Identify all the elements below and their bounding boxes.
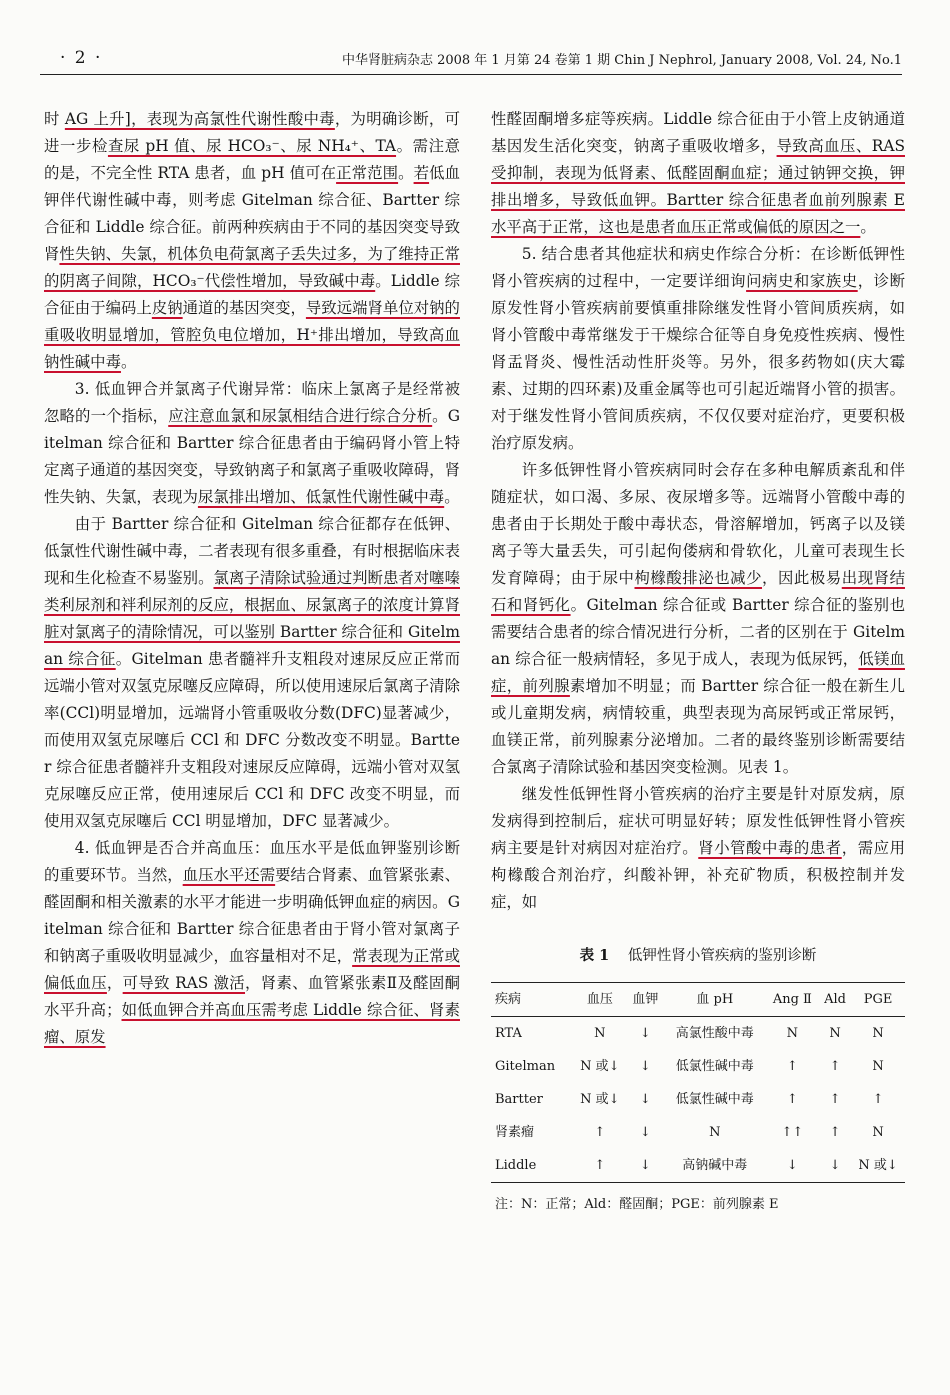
table-cell: N (872, 1125, 884, 1140)
table-cell: N 或↓ (580, 1059, 620, 1074)
table-cell: Bartter (495, 1092, 543, 1107)
journal-citation: 中华肾脏病杂志 2008 年 1 月第 24 卷第 1 期 Chin J Nephrol, January 2008, Vol. 24, No.1 (341, 53, 902, 68)
highlighted-text: 枸橼酸排泌也减少 (634, 569, 763, 587)
table-cell: ↓ (786, 1158, 798, 1173)
table-label: 表 1 (579, 947, 610, 964)
highlighted-text: 血压水平还需 (182, 866, 276, 884)
table-row (491, 1149, 905, 1183)
table-cell: ↓ (829, 1158, 841, 1173)
header-rule (40, 74, 902, 75)
table-cell: 高钠碱中毒 (682, 1158, 748, 1173)
highlighted-text: 尿氯排出增加、低氯性代谢性碱中毒 (197, 488, 445, 506)
text-run: 时 (44, 110, 65, 128)
text-run: ，需应用枸橼酸合剂治疗，纠酸补钾，补充矿物质，积极控制并发症，如 (491, 839, 905, 911)
text-run: 。 (120, 353, 137, 371)
table-row (491, 1083, 905, 1116)
table-cell: ↑ (594, 1125, 606, 1140)
table-cell: Liddle (495, 1158, 537, 1173)
text-run: 。Gitelman 综合征或 Bartter 综合征的鉴别也需要结合患者的综合情况进行分析，二者的区别在于 Gitelman 综合征一般病情轻，多见于成人，表现为低尿钙， (491, 596, 905, 668)
text-run: 要结合肾素、血管紧张素、醛固酮和相关激素的水平才能进一步明确低钾血症的病因。Gitelman 综合征和 Bartter 综合征患者由于肾小管对氯离子和钠离子重吸收明显减少，血容量相对不足， (44, 866, 460, 965)
text-run: ，肾素、血管紧张素Ⅱ及醛固酮水平升高； (44, 974, 460, 1019)
highlighted-text: 导致高血压、RAS 受抑制，表现为低肾素、低醛固酮血症；通过钠钾交换，钾排出增多，导致低血钾。Bartter 综合征患者血前列腺素 E 水平高于正常，这也是患者血压正常或偏低的原因之一 (491, 137, 905, 236)
table-title: 低钾性肾小管疾病的鉴别诊断 (627, 948, 817, 964)
text-run: 由于 Bartter 综合征和 Gitelman 综合征都存在低钾、低氯性代谢性碱中毒，二者表现有很多重叠，有时根据临床表现和生化检查不易鉴别。 (44, 515, 460, 587)
highlighted-text: 若 (413, 164, 430, 182)
table-cell: ↑ (786, 1092, 798, 1107)
table-1 (491, 942, 905, 1218)
text-run: 5. 结合患者其他症状和病史作综合分析：在诊断低钾性肾小管疾病的过程中，一定要详细询 (491, 245, 905, 290)
highlighted-text: 可导致 RAS 激活 (122, 974, 246, 992)
table-cell: Gitelman (495, 1059, 556, 1074)
highlighted-text: 常表现为正常或偏低血压 (44, 947, 460, 992)
highlighted-text: 问病史和家族史 (746, 272, 858, 290)
highlighted-text: 导致远端肾单位对钠的重吸收明显增加，管腔负电位增加，H⁺排出增加，导致高血钠性碱中毒 (44, 299, 460, 371)
highlighted-text: 正常范围 (336, 164, 399, 182)
table-cell: ↑ (872, 1092, 884, 1107)
highlighted-text: 氯离子清除试验通过判断患者对噻嗪类利尿剂和袢利尿剂的反应，根据血、尿氯离子的浓度计算肾脏对氯离子的清除情况，可以鉴别 Bartter 综合征和 Gitelman 综合征 (44, 569, 460, 668)
highlighted-text: AG 上升]，表现为高氯性代谢性酸中毒 (64, 110, 335, 128)
text-run: 性醛固酮增多症等疾病。Liddle 综合征由于小管上皮钠通道基因发生活化突变，钠离子重吸收增多， (491, 110, 905, 155)
paragraph (491, 106, 905, 241)
table-header-cell: 疾病 (491, 983, 573, 1017)
table-cell: N 或↓ (858, 1158, 898, 1173)
highlighted-text: 如低血钾合并高血压需考虑 Liddle 综合征、肾素瘤、原发 (44, 1001, 460, 1046)
table-cell: ↑ (829, 1125, 841, 1140)
text-run: 。需注意的是，不完全性 RTA 患者，血 pH 值可在 (44, 137, 460, 182)
table-header-cell: 血 pH (664, 983, 766, 1017)
table-cell: N 或↓ (580, 1092, 620, 1107)
table-cell: RTA (495, 1026, 522, 1041)
paragraph (491, 781, 905, 916)
table-cell: ↓ (639, 1059, 651, 1074)
text-run: 。Gitelman 综合征和 Bartter 综合征患者由于编码肾小管上特定离子通道的基因突变，导致钠离子和氯离子重吸收障碍，肾性失钠、失氯，表现为 (44, 407, 460, 506)
highlighted-text: 肾小管酸中毒的患者 (698, 839, 842, 857)
table-cell: 肾素瘤 (495, 1125, 535, 1140)
table-cell: ↑↑ (781, 1125, 804, 1140)
highlighted-text: 应注意血氯和尿氯相结合进行综合分析 (168, 407, 433, 425)
table-header-cell: 血压 (573, 983, 627, 1017)
text-run: 。 (860, 218, 876, 236)
text-run: 。 (444, 488, 460, 506)
text-run: 。Gitelman 患者髓袢升支粗段对速尿反应正常而远端小管对双氢克尿噻反应障碍，所以使用速尿后氯离子清除率(CCl)明显增加，远端肾小管重吸收分数(DFC)显著减少，而使用双氢克尿噻后 CCl 和 DFC 分数改变不明显。Bartter 综合征患者髓袢升支粗段对速尿反应障碍，远端小管对双氢克尿噻反应正常，使用速尿后 CCl 和 DFC 改变不明显，而使用双氢克尿噻后 CCl 明显增加，DFC 显著减少。 (44, 650, 460, 830)
text-run: ，为明确诊断，可进一步检 (44, 110, 460, 155)
text-run: 继发性低钾性肾小管疾病的治疗主要是针对原发病，原发病得到控制后，症状可明显好转；原发性低钾性肾小管疾病主要是针对病因对症治疗。 (491, 785, 905, 857)
table-note: 注：N：正常；Ald：醛固酮；PGE：前列腺素 E (495, 1197, 779, 1212)
table-cell: ↓ (639, 1026, 651, 1041)
highlighted-text: 低镁血症，前列腺 (491, 650, 905, 695)
table-row (491, 1116, 905, 1149)
highlighted-text: 性失钠、失氯，机体负电荷氯离子丢失过多，为了维持正常的阴离子间隙，HCO₃⁻代偿性增加，导致碱中毒 (44, 245, 460, 290)
page-number: · 2 · (60, 48, 103, 68)
table-header-cell: Ang Ⅱ (766, 983, 819, 1017)
text-run: 素增加不明显；而 Bartter 综合征一般在新生儿或儿童期发病，病情较重，典型表现为高尿钙或正常尿钙，血镁正常，前列腺素分泌增加。二者的最终鉴别诊断需要结合氯离子清除试验和基因突变检测。见表 1。 (491, 677, 905, 776)
paragraph (44, 106, 460, 376)
highlighted-text: 皮钠 (151, 299, 183, 317)
right-column-text (491, 106, 905, 916)
table-cell: 低氯性碱中毒 (675, 1059, 754, 1074)
table-cell: ↑ (786, 1059, 798, 1074)
table-header-cell: Ald (819, 983, 851, 1017)
table-cell: N (786, 1026, 799, 1041)
paragraph (491, 241, 905, 457)
table-header-row (491, 983, 905, 1017)
table-cell: N (872, 1059, 884, 1074)
table-cell: ↑ (829, 1059, 841, 1074)
table-cell: N (829, 1026, 841, 1041)
table-cell: 高氯性酸中毒 (675, 1026, 754, 1041)
table-cell: ↑ (594, 1158, 606, 1173)
text-run: 许多低钾性肾小管疾病同时会存在多种电解质紊乱和伴随症状，如口渴、多尿、夜尿增多等。远端肾小管酸中毒的患者由于长期处于酸中毒状态，骨溶解增加，钙离子以及镁离子等大量丢失，可引起佝偻病和骨软化，儿童可表现生长发育障碍；由于尿中 (491, 461, 905, 587)
table-body (491, 1017, 905, 1183)
table-cell: ↓ (639, 1092, 651, 1107)
table-cell: 低氯性碱中毒 (675, 1092, 754, 1107)
highlighted-text: 出现肾结石和肾钙化 (491, 569, 905, 614)
page-header (40, 46, 902, 72)
differential-diagnosis-table (491, 982, 905, 1183)
right-column (491, 106, 905, 1218)
text-run: 通道的基因突变， (182, 299, 306, 317)
text-run: ，因此极易 (762, 569, 842, 587)
table-cell: N (594, 1026, 606, 1041)
text-run: ， (106, 974, 123, 992)
table-cell: N (872, 1026, 884, 1041)
table-cell: ↓ (639, 1158, 651, 1173)
table-cell: N (709, 1125, 721, 1140)
text-run: ，诊断原发性肾小管疾病前要慎重排除继发性肾小管间质疾病，如肾小管酸中毒常继发于干燥综合征等自身免疫性疾病、慢性肾盂肾炎、慢性活动性肝炎等。另外，很多药物如(庆大霉素、过期的四环素)及重金属等也可引起近端肾小管的损害。对于继发性肾小管间质疾病，不仅仅要对症治疗，更要积极治疗原发病。 (491, 272, 905, 452)
highlighted-text: 查尿 pH 值、尿 HCO₃⁻、尿 NH₄⁺、TA (107, 137, 397, 155)
table-cell: ↑ (829, 1092, 841, 1107)
text-run: 3. 低血钾合并氯离子代谢异常：临床上氯离子是经常被忽略的一个指标， (44, 380, 460, 425)
paragraph (44, 376, 460, 511)
left-column (44, 106, 460, 1051)
paragraph (44, 835, 460, 1051)
table-row (491, 1050, 905, 1083)
table-header-cell: PGE (851, 983, 905, 1017)
text-run: 4. 低血钾是否合并高血压：血压水平是低血钾鉴别诊断的重要环节。当然， (44, 839, 460, 884)
table-caption (491, 942, 905, 970)
table-header-cell: 血钾 (627, 983, 664, 1017)
table-row (491, 1017, 905, 1051)
text-run: 。 (398, 164, 414, 182)
paragraph (44, 511, 460, 835)
text-run: 低血钾伴代谢性碱中毒，则考虑 Gitelman 综合征、Bartter 综合征和 Liddle 综合征。前两种疾病由于不同的基因突变导致肾 (44, 164, 460, 263)
table-cell: ↓ (639, 1125, 651, 1140)
text-run: 。Liddle 综合征由于编码上 (44, 272, 460, 317)
paragraph (491, 457, 905, 781)
